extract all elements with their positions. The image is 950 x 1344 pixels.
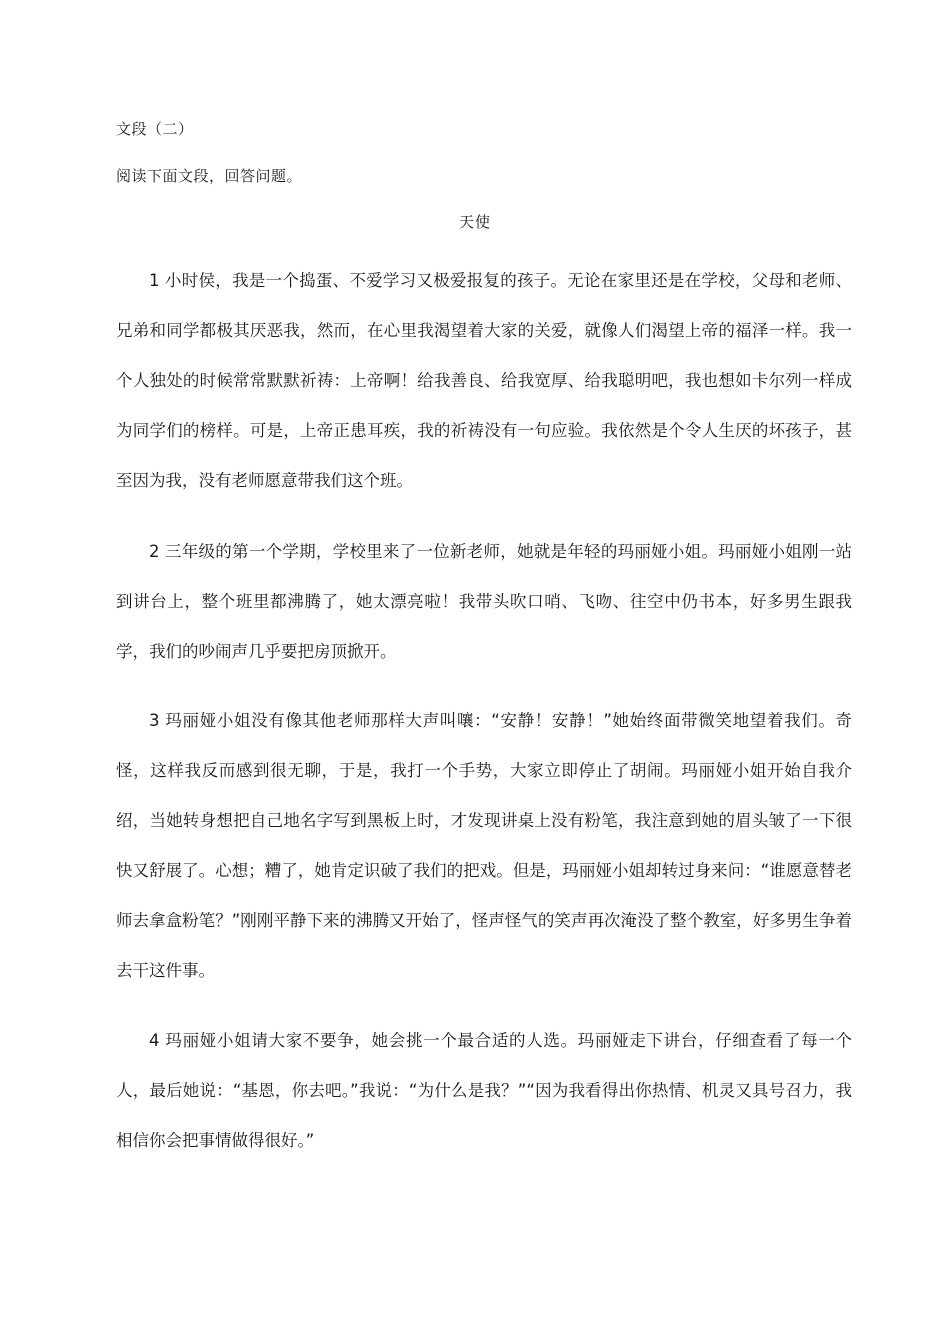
- story-paragraph-1: 1 小时侯，我是一个捣蛋、不爱学习又极爱报复的孩子。无论在家里还是在学校，父母和老师、兄弟和同学都极其厌恶我，然而，在心里我渴望着大家的关爱，就像人们渴望上帝的福泽一样。我一个人独处的时候常常默默祈祷：上帝啊！给我善良、给我宽厚、给我聪明吧，我也想如卡尔列一样成为同学们的榜样。可是，上帝正患耳疾，我的祈祷没有一句应验。我依然是个令人生厌的坏孩子，甚至因为我，没有老师愿意带我们这个班。: [116, 271, 852, 490]
- story-paragraph-4: 4 玛丽娅小姐请大家不要争，她会挑一个最合适的人选。玛丽娅走下讲台，仔细查看了每一个人，最后她说：“基恩，你去吧。”我说：“为什么是我？”“因为我看得出你热情、机灵又具号召力，我相信你会把事情做得很好。”: [116, 1031, 852, 1150]
- story-paragraph-3: 3 玛丽娅小姐没有像其他老师那样大声叫嚷：“安静！安静！”她始终面带微笑地望着我们。奇怪，这样我反而感到很无聊，于是，我打一个手势，大家立即停止了胡闹。玛丽娅小姐开始自我介绍，当她转身想把自己地名字写到黑板上时，才发现讲桌上没有粉笔，我注意到她的眉头皱了一下很快又舒展了。心想；糟了，她肯定识破了我们的把戏。但是，玛丽娅小姐却转过身来问：“谁愿意替老师去拿盒粉笔？”刚刚平静下来的沸腾又开始了，怪声怪气的笑声再次淹没了整个教室，好多男生争着去干这件事。: [116, 711, 852, 980]
- story-title: 天使: [458, 213, 491, 231]
- story-paragraph-2: 2 三年级的第一个学期，学校里来了一位新老师，她就是年轻的玛丽娅小姐。玛丽娅小姐刚一站到讲台上，整个班里都沸腾了，她太漂亮啦！我带头吹口哨、飞吻、往空中仍书本，好多男生跟我学，我们的吵闹声几乎要把房顶掀开。: [116, 542, 852, 661]
- reading-instruction: 阅读下面文段，回答问题。: [116, 167, 303, 185]
- section-label: 文段（二）: [116, 120, 194, 138]
